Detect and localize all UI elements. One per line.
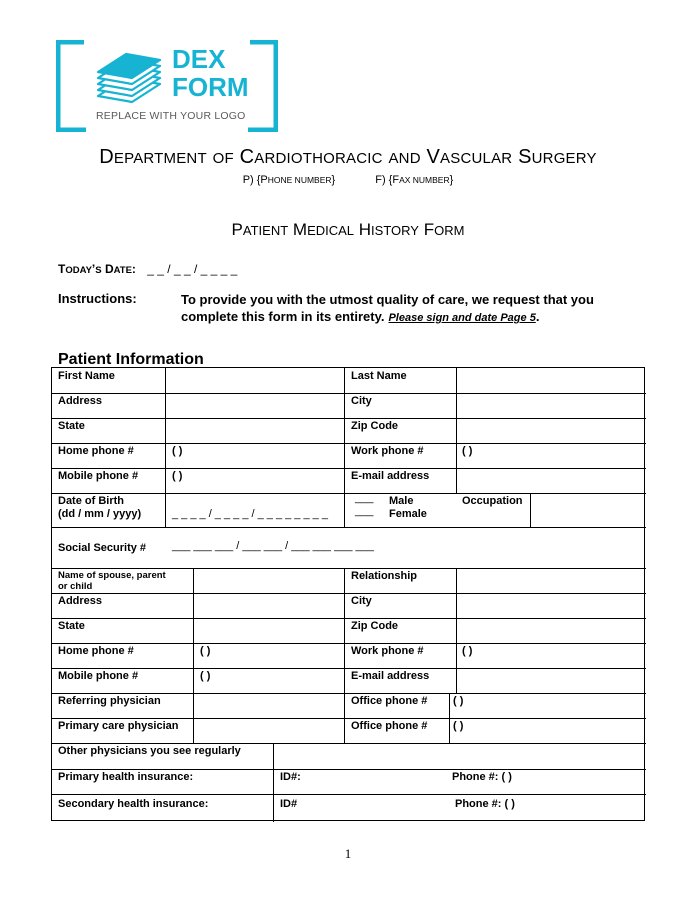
spouse-mobile-phone-label: Mobile phone #: [58, 670, 139, 682]
spouse-city-label: City: [351, 595, 372, 607]
female-blank[interactable]: ___: [355, 505, 374, 517]
relationship-field[interactable]: [457, 569, 645, 593]
spouse-address-label: Address: [58, 595, 103, 607]
logo-tagline: REPLACE WITH YOUR LOGO: [96, 110, 246, 122]
female-label: Female: [389, 508, 427, 520]
spouse-home-phone-label: Home phone #: [58, 645, 134, 657]
male-blank[interactable]: ___: [355, 492, 374, 504]
logo-brand-line1: DEX: [172, 44, 226, 74]
primary-insurance-label: Primary health insurance:: [58, 771, 194, 783]
home-phone-label: Home phone #: [58, 445, 134, 457]
last-name-label: Last Name: [351, 370, 407, 382]
address-label: Address: [58, 395, 103, 407]
state-field[interactable]: [166, 419, 344, 443]
patient-info-form: [51, 367, 645, 821]
spouse-state-field[interactable]: [194, 619, 344, 643]
referring-physician-field[interactable]: [194, 694, 344, 718]
spouse-email-field[interactable]: [457, 669, 645, 693]
spouse-work-phone-field[interactable]: ( ): [462, 645, 473, 657]
last-name-field[interactable]: [457, 369, 645, 393]
secondary-insurance-label: Secondary health insurance:: [58, 798, 209, 810]
spouse-label-line1: Name of spouse, parent: [58, 570, 166, 581]
spouse-state-label: State: [58, 620, 85, 632]
mobile-phone-field[interactable]: ( ): [172, 470, 183, 482]
secondary-insurance-phone[interactable]: Phone #: ( ): [455, 798, 515, 810]
other-physicians-label: Other physicians you see regularly: [58, 745, 241, 757]
work-phone-label: Work phone #: [351, 445, 424, 457]
male-label: Male: [389, 495, 414, 507]
form-title: PATIENT MEDICAL HISTORY FORM: [231, 220, 465, 239]
ssn-field[interactable]: ___ ___ ___ / ___ ___ / ___ ___ ___ ___: [172, 540, 374, 552]
contact-line: [0, 174, 696, 186]
state-label: State: [58, 420, 85, 432]
logo-brand-line2: FORM: [172, 72, 249, 102]
primary-care-office-phone-label: Office phone #: [351, 720, 428, 732]
primary-insurance-phone[interactable]: Phone #: ( ): [452, 771, 512, 783]
primary-insurance-id[interactable]: ID#:: [280, 771, 301, 783]
spouse-mobile-phone-field[interactable]: ( ): [200, 670, 211, 682]
occupation-field[interactable]: [531, 494, 645, 527]
spouse-email-label: E-mail address: [351, 670, 430, 682]
spouse-field[interactable]: [194, 569, 344, 593]
instructions-label: Instructions:: [58, 291, 137, 306]
dob-label-line1: Date of Birth: [58, 495, 124, 507]
spouse-zip-label: Zip Code: [351, 620, 399, 632]
dob-label-line2: (dd / mm / yyyy): [58, 508, 142, 520]
home-phone-field[interactable]: ( ): [172, 445, 183, 457]
address-field[interactable]: [166, 394, 344, 418]
page-number: 1: [344, 846, 352, 861]
referring-office-phone-label: Office phone #: [351, 695, 428, 707]
spouse-address-field[interactable]: [194, 594, 344, 618]
spouse-home-phone-field[interactable]: ( ): [200, 645, 211, 657]
fax-placeholder: F) {FAX NUMBER}: [375, 174, 454, 186]
referring-office-phone-field[interactable]: ( ): [453, 695, 464, 707]
stacked-papers-icon: [98, 54, 160, 102]
zip-code-label: Zip Code: [351, 420, 399, 432]
secondary-insurance-id[interactable]: ID#: [280, 798, 298, 810]
sign-note: Please sign and date Page 5: [388, 312, 536, 324]
city-field[interactable]: [457, 394, 645, 418]
phone-placeholder: P) {PHONE NUMBER}: [242, 174, 336, 186]
primary-care-label: Primary care physician: [58, 720, 179, 732]
primary-care-office-phone-field[interactable]: ( ): [453, 720, 464, 732]
relationship-label: Relationship: [351, 570, 418, 582]
referring-physician-label: Referring physician: [58, 695, 161, 707]
zip-code-field[interactable]: [457, 419, 645, 443]
email-field[interactable]: [457, 469, 645, 493]
spouse-zip-field[interactable]: [457, 619, 645, 643]
spouse-work-phone-label: Work phone #: [351, 645, 424, 657]
spouse-city-field[interactable]: [457, 594, 645, 618]
dob-field[interactable]: _ _ _ _ / _ _ _ _ / _ _ _ _ _ _ _ _: [172, 508, 328, 520]
department-title: DEPARTMENT OF CARDIOTHORACIC AND VASCULAR SURGERY: [99, 146, 597, 168]
instructions-text: To provide you with the utmost quality of care, we request that you complete this form in its entirety. Please sign and date Page 5.: [181, 292, 594, 324]
todays-date: TODAY’S DATE: _ _ / _ _ / _ _ _ _: [58, 262, 238, 276]
city-label: City: [351, 395, 372, 407]
ssn-label: Social Security #: [58, 542, 147, 554]
section-title: Patient Information: [58, 351, 204, 368]
work-phone-field[interactable]: ( ): [462, 445, 473, 457]
mobile-phone-label: Mobile phone #: [58, 470, 139, 482]
first-name-field[interactable]: [166, 369, 344, 393]
occupation-label: Occupation: [462, 495, 523, 507]
first-name-label: First Name: [58, 370, 115, 382]
spouse-label-line2: or child: [58, 581, 93, 592]
logo: [56, 40, 278, 132]
todays-date-field[interactable]: _ _ / _ _ / _ _ _ _: [147, 262, 238, 276]
primary-care-field[interactable]: [194, 719, 344, 743]
email-label: E-mail address: [351, 470, 430, 482]
other-physicians-field[interactable]: [274, 744, 645, 769]
